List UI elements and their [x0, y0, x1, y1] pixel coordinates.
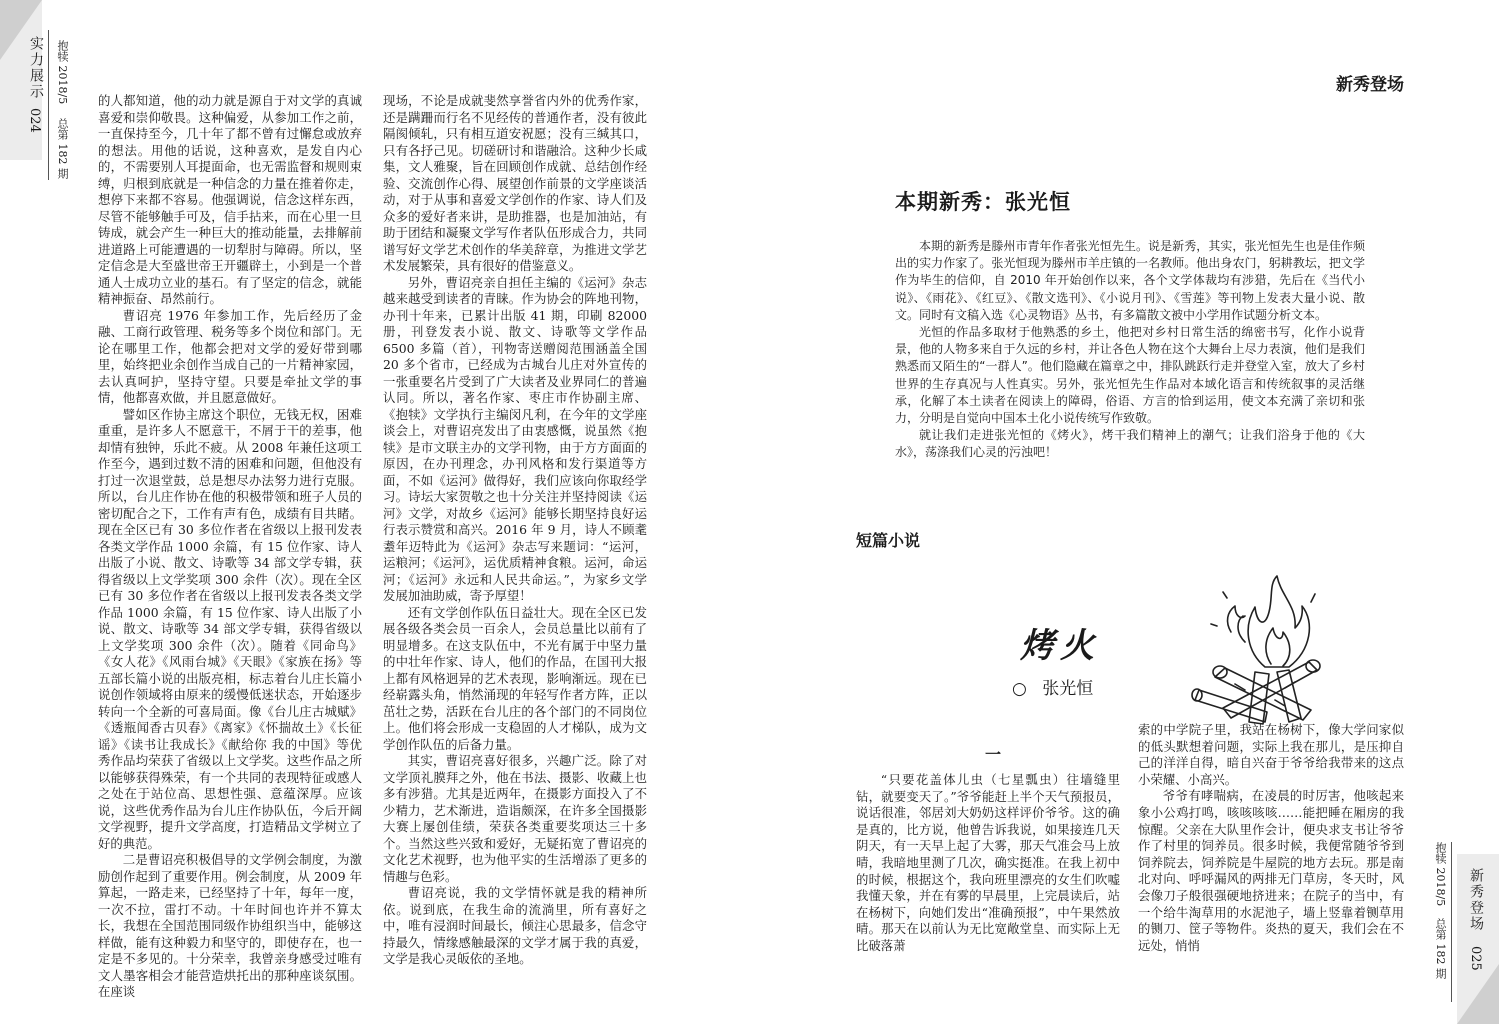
author-line	[1012, 674, 1093, 699]
left-section-label: 实力展示	[28, 36, 44, 100]
chapter-mark: 一	[985, 745, 1002, 764]
paragraph: 曹诏亮说，我的文学情怀就是我的精神所依。说到底，在我生命的流淌里，所有喜好之中，唯有浸润时间最长，倾注心思最多，信念守持最久，情缘感触最深的文学才属于我的真爱，文学是我心灵皈依的圣地。	[383, 885, 647, 966]
paragraph: 光恒的作品多取材于他熟悉的乡土，他把对乡村日常生活的绵密书写，化作小说背景，他的人物多来自于久远的乡村，并让各色人物在这个大舞台上尽力表演，他们是我们熟悉而又陌生的“一群人”。他们隐藏在篇章之中，排队跳跃行走并登堂入室，放大了乡村世界的生存真况与人性真实。另外，张光恒先生作品对本域化语言和传统叙事的灵活继承，化解了本土读者在阅读上的障碍，俗语、方言的恰到运用，使文本充满了亲切和张力，分明是自觉向中国本土化小说传统写作致敬。	[895, 325, 1365, 426]
log-shape	[1215, 668, 1311, 720]
right-section-label: 新秀登场	[1468, 868, 1484, 932]
paragraph: “只要花盖体儿虫（七星瓢虫）往墙缝里钻，就要变天了。”爷爷能赶上半个天气预报员，说话很准，邻居刘大奶奶这样评价爷爷。这的确是真的，比方说，他曾告诉我说，如果接连几天阴天，有一天早上起了大雾，那天气准会马上放晴，我暗地里测了几次，确实挺准。在我上初中的时候，根据这个，我向班里漂亮的女生们吹嘘我懂天象，并在有雾的早晨里，上完晨读后，站在杨树下，向她们发出“准确预报”，中午果然放晴。那天在以前认为无比宽敞堂皇、而实际上无比破落萧	[856, 772, 1120, 953]
paragraph: 爷爷有哮喘病，在凌晨的时厉害，他咳起来象小公鸡打鸣，咳咳咳咳……能把睡在厢房的我惊醒。父亲在大队里作会计，便央求支书让爷爷作了村里的饲养员。很多时候，我便常随爷爷到饲养院去，饲养院是牛屋院的地方去玩。那是南北对向、呼呼漏风的两排无门草房，冬天时，风会像刀子般很强硬地挤进来；在院子的当中，有一个给牛淘草用的水泥池子，墙上竖靠着铡草用的铡刀、筐子等物件。炎热的夏天，我们会在不远处，悄悄	[1138, 788, 1404, 953]
story-section-label: 短篇小说	[856, 531, 921, 550]
flame-shape	[1266, 628, 1290, 666]
left-margin-rule	[48, 30, 49, 180]
story-column-2	[1138, 722, 1404, 1014]
paragraph: 的人都知道，他的动力就是源自于对文学的真诚喜爱和崇仰敬畏。这种偏爱，从参加工作之前，一直保持至今，几十年了都不曾有过懈怠或放弃的想法。用他的话说，这种喜欢，是发自内心的，不需要别人耳提面命，也无需监督和规则束缚，归根到底就是一种信念的力量在推着你走，想停下来都不容易。他强调说，信念这样东西，尽管不能够触手可及，信手拈来，而在心里一旦铸成，就会产生一种巨大的推动能量，去排解前进道路上可能遭遇的一切犁肘与障碍。所以，坚定信念是大至盛世帝王开疆辟土，小到是一个普通人士成功立业的基石。有了坚定的信念，就能精神振奋、昂然前行。	[98, 93, 362, 306]
flame-shape	[1228, 606, 1245, 632]
right-margin-rule	[1451, 842, 1452, 1002]
left-issue-total: 总第 182 期	[56, 118, 69, 179]
right-page-number: 025	[1468, 946, 1483, 971]
author-name: 张光恒	[1042, 679, 1094, 699]
paragraph: 就让我们走进张光恒的《烤火》，烤干我们精神上的潮气；让我们浴身于他的《大水》，荡涤我们心灵的污浊吧！	[895, 428, 1365, 460]
feature-intro	[895, 238, 1365, 462]
right-corner-fold	[1457, 964, 1499, 1024]
paragraph: 譬如区作协主席这个职位，无钱无权，困难重重，是许多人不愿意干，不屑于干的差事，他却情有独钟，乐此不疲。从 2008 年兼任这项工作至今，遇到过数不清的困难和问题，但他没有打过一次退堂鼓，总是想尽办法努力进行克服。所以，台儿庄作协在他的积极带领和班子人员的密切配合之下，工作有声有色，成绩有目共睹。现在全区已有 30 多位作者在省级以上报刊发表各类文学作品 1000 余篇，有 15 位作家、诗人出版了小说、散文、诗歌等 34 部文学专辑，获得省级以上文学奖项 300 余件（次）。现在全区已有 30 多位作者在省级以上报刊发表各类文学作品 1000 余篇，有 15 位作家、诗人出版了小说、散文、诗歌等 34 部文学专辑，获得省级以上文学奖项 300 余件（次）。随着《同命鸟》《女人花》《风雨台城》《天眼》《家族在扬》等五部长篇小说的出版亮相，标志着台儿庄长篇小说创作领域将由原来的缓慢低迷状态，开始逐步转向一个全新的可喜局面。像《台儿庄古城赋》《透瓶闻香古贝春》《离家》《怀揣故土》《长征谣》《读书让我成长》《献给你 我的中国》等优秀作品均荣获了省级以上文学奖。这些作品之所以能够获得殊荣，有一个共同的表现特征或感人之处在于站位高、思想性强、意蕴深厚。应该说，这些优秀作品为台儿庄作协队伍，今后开阔文学视野，提升文学高度，打造精品文学树立了好的典范。	[98, 406, 362, 851]
paragraph: 本期的新秀是滕州市青年作者张光恒先生。说是新秀，其实，张光恒先生也是佳作频出的实力作家了。张光恒现为滕州市羊庄镇的一名教师。他出身农门，躬耕教坛，把文学作为毕生的信仰，自 2010 年开始创作以来，各个文学体裁均有涉猎，先后在《当代小说》、《雨花》、《红豆》、《散文选刊》、《小说月刊》、《雪莲》等刊物上发表大量小说、散文。同时有文稿入选《心灵物语》丛书，有多篇散文被中小学用作试题分析文本。	[895, 239, 1365, 322]
right-issue-info: 抱犊 2018/5	[1434, 842, 1447, 907]
paragraph: 现场，不论是成就斐然享誉省内外的优秀作家，还是蹒跚而行名不见经传的普通作者，没有彼此隔阂倾轧，只有相互道安祝愿；没有三缄其口，只有各抒己见。切磋研讨和谐融洽。这种少长咸集，文人雅聚，旨在回顾创作成就、总结创作经验、交流创作心得、展望创作前景的文学座谈活动，对于从事和喜爱文学创作的作家、诗人们及众多的爱好者来讲，是助推器，也是加油站，有助于团结和凝聚文学写作者队伍形成合力，共同谱写好文学艺术创作的华美辞章，为推进文学艺术发展繁荣，具有很好的借鉴意义。	[383, 93, 647, 273]
left-column-2	[383, 93, 647, 1013]
feature-title: 本期新秀：张光恒	[895, 190, 1071, 214]
campfire-illustration	[1185, 572, 1345, 732]
author-marker: ○	[1012, 679, 1027, 699]
right-header: 新秀登场	[1336, 75, 1404, 95]
paragraph: 其实，曹诏亮喜好很多，兴趣广泛。除了对文学顶礼膜拜之外，他在书法、摄影、收藏上也多有涉猎。尤其是近两年，在摄影方面投入了不少精力，艺术渐进，造诣颇深，在许多全国摄影大赛上屡创佳绩，荣获各类重要奖项达三十多个。当然这些兴致和爱好，无疑拓宽了曹诏亮的文化艺术视野，也为他平实的生活增添了更多的情趣与色彩。	[383, 753, 647, 884]
paragraph: 还有文学创作队伍日益壮大。现在全区已发展各级各类会员一百余人，会员总量比以前有了明显增多。在这支队伍中，不光有属于中坚力量的中壮年作家、诗人，他们的作品，在国刊大报上都有风格迥异的艺术表现，影响渐远。现在已经崭露头角，悄然涌现的年轻写作者方阵，正以茁壮之势，活跃在台儿庄的各个部门的不同岗位上。他们将会形成一支稳固的人才梯队，成为文学创作队伍的后备力量。	[383, 604, 647, 752]
left-column-1	[98, 93, 362, 1013]
paragraph: 索的中学院子里，我站在杨树下，像大学问家似的低头默想着问题，实际上我在那儿，是压抑自己的洋洋自得，暗自兴奋于爷爷给我带来的这点小荣耀、小高兴。	[1138, 722, 1404, 787]
paragraph: 曹诏亮 1976 年参加工作，先后经历了金融、工商行政管理、税务等多个岗位和部门。无论在哪里工作，他都会把对文学的爱好带到哪里，始终把业余创作当成自己的一片精神家园，去认真呵护，坚持守望。只要是牵扯文学的事情，他都喜欢做，并且愿意做好。	[98, 307, 362, 405]
flame-shape	[1248, 576, 1309, 667]
right-issue-total: 总第 182 期	[1434, 918, 1447, 979]
left-page-number: 024	[27, 108, 42, 133]
paragraph: 二是曹诏亮积极倡导的文学例会制度，为激励创作起到了重要作用。例会制度，从 2009 年算起，一路走来，已经坚持了十年，每年一度，一次不拉，雷打不动。十年时间也许并不算太长，我想在全国范围同级作协组织当中，能够这样做，能有这种毅力和坚守的，即使存在，也一定是不多见的。十分荣幸，我曾亲身感受过唯有文人墨客相会才能营造烘托出的那种座谈氛围。在座谈	[98, 852, 362, 999]
story-column-1	[856, 772, 1120, 955]
flame-shape	[1238, 616, 1245, 642]
paragraph: 另外，曹诏亮亲自担任主编的《运河》杂志越来越受到读者的青睐。作为协会的阵地刊物，办刊十年来，已累计出版 41 期，印刷 82000 册，刊登发表小说、散文、诗歌等文学作品 6500 多篇（首），刊物寄送赠阅范围涵盖全国 20 多个省市，已经成为古城台儿庄对外宣传的一张重要名片受到了广大读者及业界同仁的普遍认同。所以，著名作家、枣庄市作协副主席、《抱犊》文学执行主编闵凡利，在今年的文学座谈会上，对曹诏亮发出了由衷感慨，说虽然《抱犊》是市文联主办的文学刊物，由于方方面面的原因，在办刊理念，办刊风格和发行渠道等方面，不如《运河》做得好，我们应该向你取经学习。诗坛大家贺敬之也十分关注并坚持阅读《运河》文学，对故乡《运河》能够长期坚持良好运行表示赞赏和高兴。2016 年 9 月，诗人不顾耄耋年迈特此为《运河》杂志写来题词：“运河，运粮河；《运河》，运优质精神食粮。运河，命运河；《运河》永远和人民共命运。”，为家乡文学发展加油助威，寄予厚望！	[383, 274, 647, 603]
story-title: 烤火	[1020, 626, 1100, 666]
left-issue-info: 抱犊 2018/5	[56, 40, 69, 105]
